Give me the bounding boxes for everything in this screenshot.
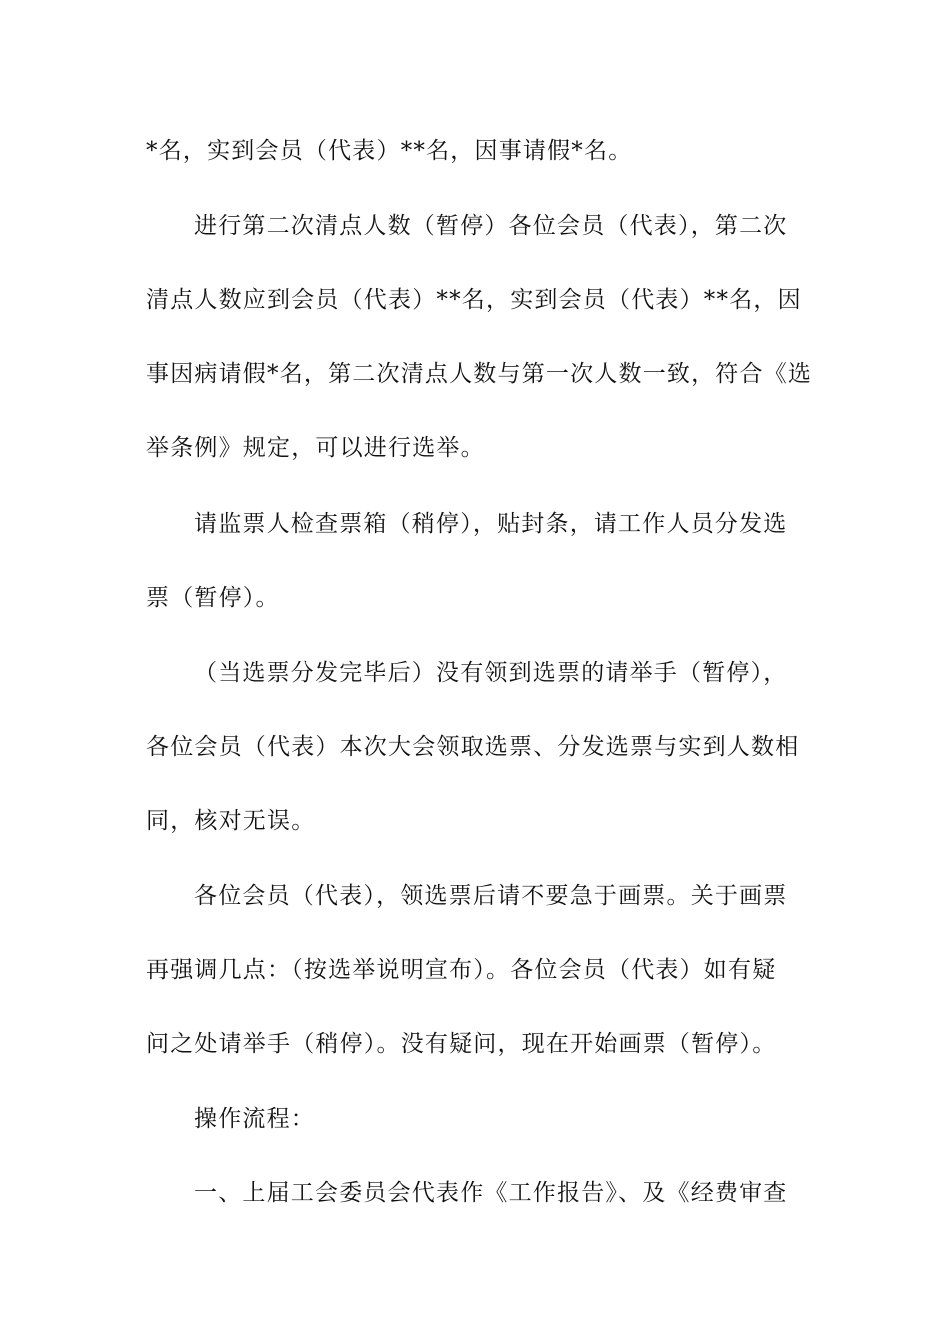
text-line-5: 举条例》规定，可以进行选举。 [146,435,485,461]
text-line-9: 各位会员（代表）本次大会领取选票、分发选票与实到人数相 [146,734,800,760]
text-line-10: 同，核对无误。 [146,808,316,834]
text-line-15: 一、上届工会委员会代表作《工作报告》、及《经费审查 [194,1180,788,1206]
text-line-11: 各位会员（代表），领选票后请不要急于画票。关于画票 [194,883,788,909]
text-line-8: （当选票分发完毕后）没有领到选票的请举手（暂停）， [194,660,788,686]
text-line-14: 操作流程： [194,1106,315,1132]
text-line-2: 进行第二次清点人数（暂停）各位会员（代表），第二次 [194,213,788,239]
text-line-4: 事因病请假*名，第二次清点人数与第一次人数一致，符合《选 [146,361,813,387]
text-line-1: *名，实到会员（代表）**名，因事请假*名。 [146,138,633,164]
text-line-3: 清点人数应到会员（代表）**名，实到会员（代表）**名，因 [146,287,802,313]
text-line-7: 票（暂停）。 [146,585,280,611]
text-line-13: 问之处请举手（稍停）。没有疑问，现在开始画票（暂停）。 [146,1031,777,1057]
text-line-6: 请监票人检查票箱（稍停），贴封条，请工作人员分发选 [194,511,788,537]
text-line-12: 再强调几点：（按选举说明宣布）。各位会员（代表）如有疑 [146,957,777,983]
